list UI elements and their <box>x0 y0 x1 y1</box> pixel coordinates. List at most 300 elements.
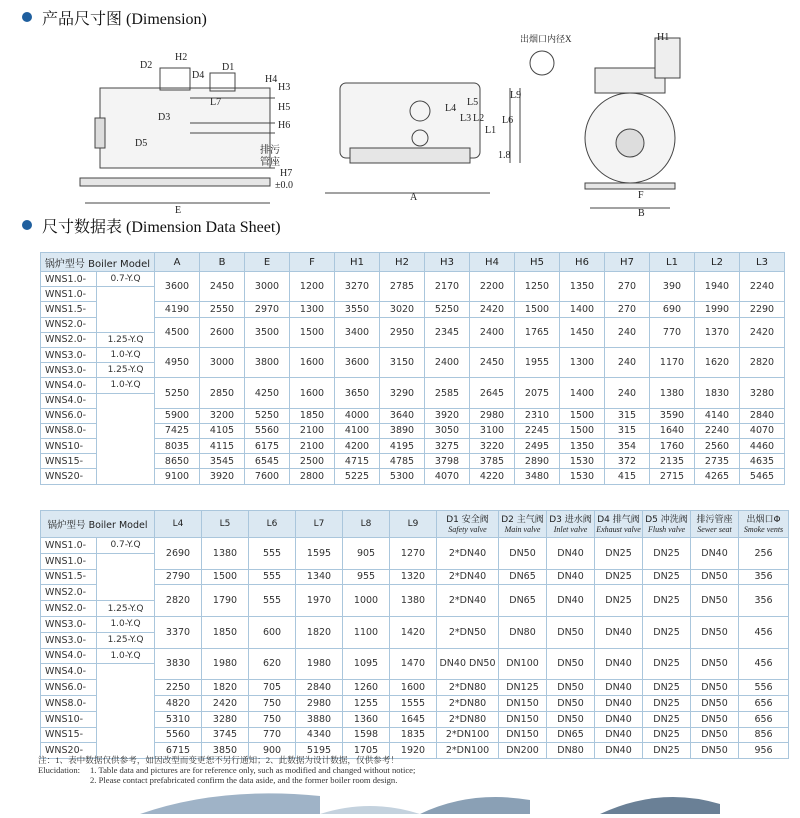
value-cell: 3220 <box>470 439 515 454</box>
value-cell: 2400 <box>470 317 515 347</box>
value-cell: 3650 <box>335 378 380 408</box>
value-cell: 4460 <box>740 439 785 454</box>
value-cell: DN25 <box>643 538 691 570</box>
value-cell: 1990 <box>695 302 740 317</box>
model-cell: WNS6.0- <box>41 408 97 423</box>
value-cell: 3890 <box>380 423 425 438</box>
column-header: A <box>155 253 200 272</box>
value-cell: DN50 <box>547 695 595 711</box>
pressure-cell: 1.25-Y.Q <box>97 601 155 617</box>
value-cell: DN65 <box>499 585 547 617</box>
pressure-cell <box>97 553 155 600</box>
value-cell: 1850 <box>202 616 249 648</box>
value-cell: 4635 <box>740 454 785 469</box>
pressure-cell: 1.0-Y.Q <box>97 347 155 362</box>
value-cell: 2240 <box>740 272 785 302</box>
value-cell: 656 <box>739 711 789 727</box>
value-cell: 2840 <box>740 408 785 423</box>
value-cell: 2290 <box>740 302 785 317</box>
value-cell: 315 <box>605 408 650 423</box>
value-cell: 1400 <box>560 302 605 317</box>
value-cell: 2500 <box>290 454 335 469</box>
column-header <box>437 511 499 538</box>
value-cell: 555 <box>249 538 296 570</box>
value-cell: 2*DN100 <box>437 743 499 759</box>
label: 1.8 <box>498 150 511 161</box>
model-header: 锅炉型号 Boiler Model <box>41 253 155 272</box>
bottom-decoration <box>0 786 800 814</box>
column-header: H4 <box>470 253 515 272</box>
value-cell: 1300 <box>560 347 605 377</box>
value-cell: 1370 <box>695 317 740 347</box>
boiler-drawing <box>70 28 780 218</box>
column-header: E <box>245 253 290 272</box>
value-cell: DN65 <box>547 727 595 743</box>
value-cell: 1600 <box>290 347 335 377</box>
value-cell: 3920 <box>425 408 470 423</box>
value-cell: DN40 <box>595 695 643 711</box>
pressure-cell: 1.0-Y.Q <box>97 378 155 393</box>
column-header <box>249 511 296 538</box>
value-cell: 3640 <box>380 408 425 423</box>
value-cell: 3275 <box>425 439 470 454</box>
value-cell: 1600 <box>290 378 335 408</box>
pressure-cell: 0.7-Y.Q <box>97 272 155 287</box>
label: D3 <box>158 112 171 123</box>
value-cell: 3798 <box>425 454 470 469</box>
value-cell: 415 <box>605 469 650 484</box>
value-cell: 2585 <box>425 378 470 408</box>
pressure-cell: 1.25-Y.Q <box>97 332 155 347</box>
value-cell: 2250 <box>155 680 202 696</box>
value-cell: 2850 <box>200 378 245 408</box>
section-title: 尺寸数据表 (Dimension Data Sheet) <box>42 218 281 236</box>
value-cell: 1380 <box>202 538 249 570</box>
value-cell: 1760 <box>650 439 695 454</box>
value-cell: DN100 <box>499 648 547 680</box>
column-header: H5 <box>515 253 560 272</box>
value-cell: 2*DN100 <box>437 727 499 743</box>
value-cell: 5250 <box>425 302 470 317</box>
value-cell: 620 <box>249 648 296 680</box>
value-cell: 1420 <box>390 616 437 648</box>
label: L5 <box>467 97 479 108</box>
label: 出烟口内径X <box>520 34 572 44</box>
dimension-table-2 <box>40 510 789 759</box>
value-cell: 1260 <box>343 680 390 696</box>
dimension-drawings <box>70 28 780 218</box>
value-cell: 3100 <box>470 423 515 438</box>
decorative-image <box>0 786 800 814</box>
value-cell: 4105 <box>200 423 245 438</box>
table-row <box>41 538 789 554</box>
pressure-cell: 0.7-Y.Q <box>97 538 155 554</box>
label: H6 <box>278 120 291 131</box>
column-header-cn: L4 <box>172 519 184 529</box>
value-cell: 705 <box>249 680 296 696</box>
pressure-cell: 1.25-Y.Q <box>97 363 155 378</box>
model-cell: WNS1.0- <box>41 287 97 302</box>
label: A <box>410 192 418 203</box>
label: H3 <box>278 82 291 93</box>
column-header <box>691 511 739 538</box>
value-cell: DN50 <box>691 727 739 743</box>
value-cell: 2075 <box>515 378 560 408</box>
value-cell: 4070 <box>425 469 470 484</box>
value-cell: DN50 <box>691 743 739 759</box>
column-header: F <box>290 253 335 272</box>
value-cell: 456 <box>739 616 789 648</box>
value-cell: 2*DN40 <box>437 569 499 585</box>
column-header: L3 <box>740 253 785 272</box>
label: H5 <box>278 102 291 113</box>
value-cell: 1595 <box>296 538 343 570</box>
section-header-dimension <box>22 6 207 28</box>
value-cell: 240 <box>605 317 650 347</box>
value-cell: DN40 <box>595 648 643 680</box>
value-cell: 4500 <box>155 317 200 347</box>
column-header-en: Inlet valve <box>553 524 588 534</box>
value-cell: 2450 <box>470 347 515 377</box>
value-cell: 2820 <box>740 347 785 377</box>
value-cell: 2135 <box>650 454 695 469</box>
value-cell: 2790 <box>155 569 202 585</box>
model-cell: WNS1.5- <box>41 569 97 585</box>
value-cell: 555 <box>249 569 296 585</box>
value-cell: 4250 <box>245 378 290 408</box>
value-cell: 1380 <box>390 585 437 617</box>
value-cell: 1350 <box>560 439 605 454</box>
label: D2 <box>140 60 153 71</box>
value-cell: 3800 <box>245 347 290 377</box>
value-cell: 1340 <box>296 569 343 585</box>
value-cell: 1350 <box>560 272 605 302</box>
section-header-datasheet <box>22 214 281 236</box>
value-cell: DN50 <box>691 569 739 585</box>
value-cell: 2980 <box>296 695 343 711</box>
value-cell: 7425 <box>155 423 200 438</box>
value-cell: DN40 <box>691 538 739 570</box>
column-header <box>202 511 249 538</box>
label: ±0.0 <box>275 180 293 191</box>
pressure-cell: 1.0-Y.Q <box>97 648 155 664</box>
value-cell: 1850 <box>290 408 335 423</box>
table-body <box>41 272 785 485</box>
value-cell: 770 <box>249 727 296 743</box>
value-cell: 2735 <box>695 454 740 469</box>
column-header-en: Flush valve <box>647 524 686 534</box>
value-cell: 9100 <box>155 469 200 484</box>
column-header-cn: D1 安全阀 <box>446 514 489 525</box>
value-cell: 600 <box>249 616 296 648</box>
value-cell: 4000 <box>335 408 380 423</box>
value-cell: 4140 <box>695 408 740 423</box>
value-cell: 2*DN80 <box>437 711 499 727</box>
value-cell: 6175 <box>245 439 290 454</box>
pressure-cell: 1.0-Y.Q <box>97 616 155 632</box>
model-cell: WNS2.0- <box>41 585 97 601</box>
value-cell: 4070 <box>740 423 785 438</box>
value-cell: 4100 <box>335 423 380 438</box>
value-cell: 4715 <box>335 454 380 469</box>
model-cell: WNS1.5- <box>41 302 97 317</box>
label: L7 <box>210 97 222 108</box>
value-cell: 3545 <box>200 454 245 469</box>
value-cell: 3020 <box>380 302 425 317</box>
value-cell: 5225 <box>335 469 380 484</box>
value-cell: 1530 <box>560 454 605 469</box>
value-cell: 4200 <box>335 439 380 454</box>
value-cell: 1500 <box>560 423 605 438</box>
value-cell: 5560 <box>155 727 202 743</box>
value-cell: 3880 <box>296 711 343 727</box>
value-cell: 5465 <box>740 469 785 484</box>
value-cell: 3000 <box>245 272 290 302</box>
value-cell: 5900 <box>155 408 200 423</box>
value-cell: DN40 DN50 <box>437 648 499 680</box>
value-cell: 3480 <box>515 469 560 484</box>
value-cell: 1598 <box>343 727 390 743</box>
value-cell: 5560 <box>245 423 290 438</box>
value-cell: DN80 <box>499 616 547 648</box>
value-cell: DN50 <box>691 680 739 696</box>
value-cell: 4340 <box>296 727 343 743</box>
value-cell: 4115 <box>200 439 245 454</box>
value-cell: 1360 <box>343 711 390 727</box>
column-header: H2 <box>380 253 425 272</box>
value-cell: DN200 <box>499 743 547 759</box>
model-cell: WNS3.0- <box>41 616 97 632</box>
value-cell: 372 <box>605 454 650 469</box>
value-cell: 2*DN40 <box>437 538 499 570</box>
value-cell: 8650 <box>155 454 200 469</box>
value-cell: 5195 <box>296 743 343 759</box>
label: H7 <box>280 168 293 179</box>
value-cell: 3590 <box>650 408 695 423</box>
model-cell: WNS3.0- <box>41 363 97 378</box>
column-header-en: Smoke vents <box>743 524 784 534</box>
value-cell: 3290 <box>380 378 425 408</box>
label: L3 <box>460 113 472 124</box>
value-cell: DN25 <box>595 538 643 570</box>
value-cell: 1500 <box>290 317 335 347</box>
column-header <box>343 511 390 538</box>
column-header-cn: D2 主气阀 <box>501 514 544 525</box>
value-cell: 5310 <box>155 711 202 727</box>
column-header: L1 <box>650 253 695 272</box>
value-cell: 1450 <box>560 317 605 347</box>
bullet-icon <box>22 220 32 230</box>
value-cell: 2310 <box>515 408 560 423</box>
table-header-row <box>41 511 789 538</box>
model-cell: WNS4.0- <box>41 378 97 393</box>
value-cell: 1100 <box>343 616 390 648</box>
value-cell: 3745 <box>202 727 249 743</box>
value-cell: DN40 <box>595 743 643 759</box>
model-cell: WNS15- <box>41 454 97 469</box>
pressure-cell <box>97 287 155 333</box>
value-cell: 2420 <box>470 302 515 317</box>
pressure-cell <box>97 664 155 759</box>
note-en-1 <box>38 765 778 775</box>
pressure-cell: 1.25-Y.Q <box>97 632 155 648</box>
table-row <box>41 272 785 287</box>
value-cell: 1500 <box>202 569 249 585</box>
value-cell: 1250 <box>515 272 560 302</box>
value-cell: 2*DN40 <box>437 585 499 617</box>
value-cell: 3050 <box>425 423 470 438</box>
value-cell: 3200 <box>200 408 245 423</box>
note-en-text: 1. Table data and pictures are for reference only, such as modified and changed without notice; <box>90 765 416 775</box>
model-cell: WNS1.0- <box>41 538 97 554</box>
value-cell: 2600 <box>200 317 245 347</box>
value-cell: 2980 <box>470 408 515 423</box>
value-cell: 1980 <box>296 648 343 680</box>
value-cell: DN25 <box>643 648 691 680</box>
column-header-cn: L6 <box>266 519 278 529</box>
value-cell: 3920 <box>200 469 245 484</box>
section-title: 产品尺寸图 (Dimension) <box>42 10 207 28</box>
value-cell: 2690 <box>155 538 202 570</box>
value-cell: 856 <box>739 727 789 743</box>
value-cell: 1555 <box>390 695 437 711</box>
label: H1 <box>657 32 670 43</box>
value-cell: 1095 <box>343 648 390 680</box>
model-cell: WNS4.0- <box>41 648 97 664</box>
value-cell: 2100 <box>290 423 335 438</box>
table-body <box>41 538 789 759</box>
value-cell: 3500 <box>245 317 290 347</box>
value-cell: 1820 <box>202 680 249 696</box>
column-header: L2 <box>695 253 740 272</box>
model-cell: WNS6.0- <box>41 680 97 696</box>
column-header-cn: L9 <box>407 519 419 529</box>
value-cell: DN50 <box>691 585 739 617</box>
value-cell: DN50 <box>691 616 739 648</box>
value-cell: DN25 <box>643 711 691 727</box>
value-cell: 1835 <box>390 727 437 743</box>
value-cell: DN25 <box>643 680 691 696</box>
pressure-cell <box>97 393 155 484</box>
value-cell: 1620 <box>695 347 740 377</box>
model-cell: WNS8.0- <box>41 423 97 438</box>
column-header-en: Sewer seat <box>697 524 732 534</box>
value-cell: DN65 <box>499 569 547 585</box>
value-cell: 2420 <box>740 317 785 347</box>
value-cell: DN25 <box>643 569 691 585</box>
value-cell: DN25 <box>643 585 691 617</box>
value-cell: 2*DN80 <box>437 680 499 696</box>
value-cell: 6715 <box>155 743 202 759</box>
value-cell: 2345 <box>425 317 470 347</box>
note-cn: 注：1、表中数据仅供参考，如因改型而变更恕不另行通知；2、此数据为设计数据，仅供参考！ <box>38 755 399 765</box>
column-header-cn: L7 <box>313 519 325 529</box>
column-header-cn: 出烟口Φ <box>746 514 781 525</box>
value-cell: DN40 <box>595 711 643 727</box>
value-cell: DN125 <box>499 680 547 696</box>
dimension-table-1 <box>40 252 785 485</box>
label: H2 <box>175 52 188 63</box>
value-cell: DN150 <box>499 711 547 727</box>
value-cell: 2200 <box>470 272 515 302</box>
label: F <box>638 190 644 201</box>
value-cell: 2785 <box>380 272 425 302</box>
value-cell: 4195 <box>380 439 425 454</box>
value-cell: 270 <box>605 272 650 302</box>
column-header <box>390 511 437 538</box>
label: D5 <box>135 138 148 149</box>
label: L6 <box>502 115 514 126</box>
value-cell: 1320 <box>390 569 437 585</box>
value-cell: 2950 <box>380 317 425 347</box>
value-cell: DN40 <box>547 538 595 570</box>
value-cell: 956 <box>739 743 789 759</box>
value-cell: 750 <box>249 711 296 727</box>
column-header: H1 <box>335 253 380 272</box>
value-cell: 1380 <box>650 378 695 408</box>
value-cell: DN25 <box>595 585 643 617</box>
value-cell: DN25 <box>595 569 643 585</box>
value-cell: 3830 <box>155 648 202 680</box>
column-header-en: Main valve <box>504 524 541 534</box>
value-cell: 1980 <box>202 648 249 680</box>
value-cell: 240 <box>605 347 650 377</box>
notes <box>38 755 778 785</box>
value-cell: 555 <box>249 585 296 617</box>
value-cell: 1970 <box>296 585 343 617</box>
column-header-cn: L5 <box>219 519 231 529</box>
model-cell: WNS10- <box>41 711 97 727</box>
label: L2 <box>473 113 485 124</box>
middle-view <box>325 83 521 203</box>
value-cell: 1645 <box>390 711 437 727</box>
value-cell: 1940 <box>695 272 740 302</box>
value-cell: 690 <box>650 302 695 317</box>
value-cell: 556 <box>739 680 789 696</box>
model-cell: WNS2.0- <box>41 601 97 617</box>
value-cell: 1640 <box>650 423 695 438</box>
model-cell: WNS8.0- <box>41 695 97 711</box>
value-cell: 1170 <box>650 347 695 377</box>
value-cell: 3150 <box>380 347 425 377</box>
value-cell: DN50 <box>547 680 595 696</box>
model-cell: WNS3.0- <box>41 347 97 362</box>
model-cell: WNS3.0- <box>41 632 97 648</box>
column-header-cn: D5 冲洗阀 <box>645 514 688 525</box>
value-cell: 2*DN80 <box>437 695 499 711</box>
label: L9 <box>510 90 522 101</box>
column-header-cn: D4 排气阀 <box>597 514 640 525</box>
model-cell: WNS20- <box>41 743 97 759</box>
value-cell: 2890 <box>515 454 560 469</box>
value-cell: 270 <box>605 302 650 317</box>
value-cell: 2240 <box>695 423 740 438</box>
value-cell: 354 <box>605 439 650 454</box>
value-cell: 4220 <box>470 469 515 484</box>
note-en-text: 2. Please contact prefabricated confirm the data aside, and the former boiler room design. <box>90 775 398 785</box>
value-cell: 2*DN50 <box>437 616 499 648</box>
label: D1 <box>222 62 235 73</box>
value-cell: 1830 <box>695 378 740 408</box>
value-cell: DN25 <box>643 727 691 743</box>
value-cell: 1500 <box>515 302 560 317</box>
table-header-row <box>41 253 785 272</box>
value-cell: 2170 <box>425 272 470 302</box>
value-cell: 2100 <box>290 439 335 454</box>
column-header-cn: D3 进水阀 <box>549 514 592 525</box>
table-row <box>41 648 789 664</box>
value-cell: 240 <box>605 378 650 408</box>
